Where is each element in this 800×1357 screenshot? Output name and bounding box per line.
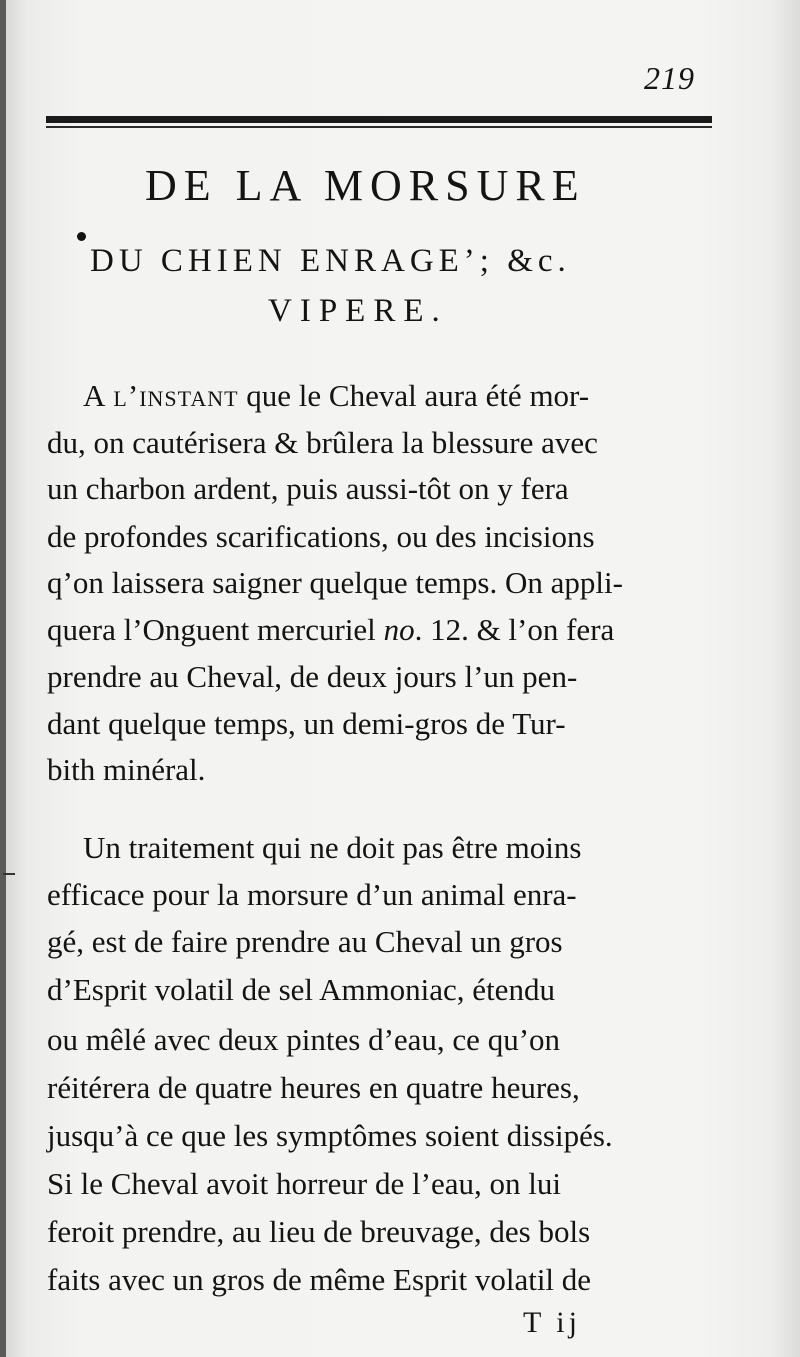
heading-line-2: DU CHIEN ENRAGE’; &c. [90, 243, 571, 279]
text-line: Un traitement qui ne doit pas être moins [83, 830, 582, 865]
text-line: prendre au Cheval, de deux jours l’un pen- [47, 659, 578, 694]
text-line [83, 376, 589, 416]
text-run: que le Cheval aura été mor- [238, 378, 590, 413]
text-line: bith minéral. [47, 752, 206, 787]
text-run: . 12. & l’on fera [414, 612, 615, 647]
signature-mark: T ij [523, 1306, 581, 1339]
lead-in: A l’instant [83, 378, 239, 413]
header-rule-thin [46, 126, 712, 128]
text-line: d’Esprit volatil de sel Ammoniac, étendu [47, 972, 555, 1007]
text-run: quera l’Onguent mercuriel [47, 612, 384, 647]
text-line: du, on cautérisera & brûlera la blessure avec [47, 425, 598, 460]
page-edge-shadow [0, 0, 6, 1357]
text-line: gé, est de faire prendre au Cheval un gros [47, 924, 563, 959]
heading-line-1: DE LA MORSURE [145, 161, 586, 210]
text-line: un charbon ardent, puis aussi-tôt on y fera [47, 471, 569, 506]
text-line: efficace pour la morsure d’un animal enra- [47, 877, 577, 912]
text-line: de profondes scarifications, ou des incisions [47, 519, 595, 554]
text-line: faits avec un gros de même Esprit volatil de [47, 1262, 592, 1297]
number-abbrev: no [383, 612, 415, 647]
text-line: dant quelque temps, un demi-gros de Tur- [47, 706, 566, 741]
text-line: ou mêlé avec deux pintes d’eau, ce qu’on [47, 1022, 561, 1057]
text-line: q’on laissera saigner quelque temps. On appli- [47, 565, 623, 600]
text-line: feroit prendre, au lieu de breuvage, des bols [47, 1214, 591, 1249]
ink-dot [77, 232, 86, 241]
heading-line-3: VIPERE. [268, 293, 448, 329]
margin-mark [3, 873, 15, 875]
text-line: jusqu’à ce que les symptômes soient dissipés. [47, 1118, 613, 1153]
text-line [47, 610, 614, 650]
header-rule [46, 116, 712, 123]
text-line: réitérera de quatre heures en quatre heures, [47, 1070, 580, 1105]
text-line: Si le Cheval avoit horreur de l’eau, on lui [47, 1166, 561, 1201]
page-number: 219 [644, 60, 695, 96]
